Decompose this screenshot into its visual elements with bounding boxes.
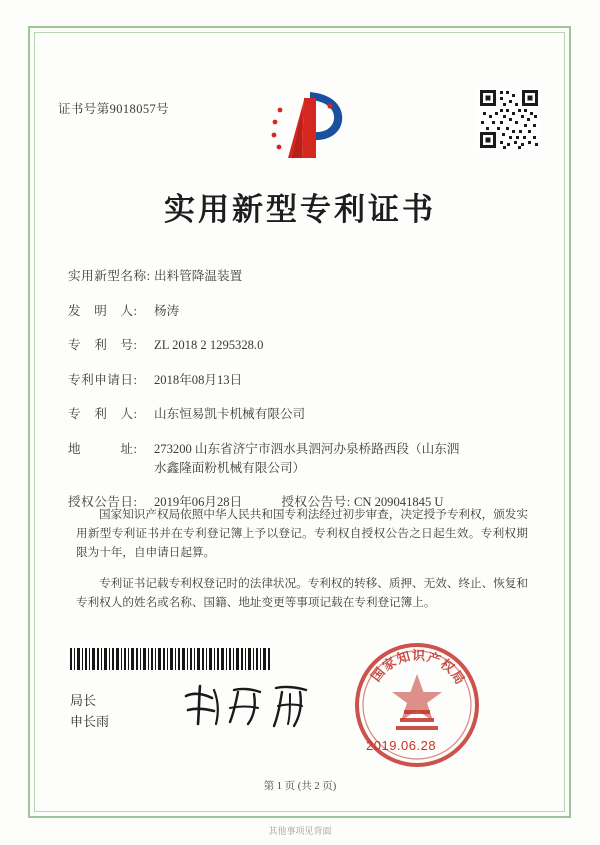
field-label-secondary: 授权公告号: bbox=[281, 495, 351, 509]
svg-text:知: 知 bbox=[395, 648, 412, 667]
svg-text:局: 局 bbox=[448, 667, 468, 687]
seal-date: 2019.06.28 bbox=[366, 738, 437, 753]
handwritten-signature bbox=[178, 680, 318, 732]
field-value: 2018年08月13日 bbox=[154, 372, 243, 387]
field-value: 2019年06月28日 bbox=[154, 495, 243, 509]
director-role-label: 局长 bbox=[70, 693, 97, 708]
director-name-label: 申长雨 bbox=[70, 714, 110, 729]
field-row bbox=[68, 406, 538, 422]
legal-text bbox=[76, 505, 528, 624]
field-value-secondary: CN 209041845 U bbox=[353, 495, 444, 509]
corner-ornament-top-left bbox=[28, 26, 54, 52]
corner-ornament-top-right bbox=[545, 26, 571, 52]
field-row bbox=[68, 268, 538, 284]
svg-text:权: 权 bbox=[437, 656, 458, 676]
field-value: ZL 2018 2 1295328.0 bbox=[154, 338, 264, 352]
field-value: 杨涛 bbox=[154, 303, 180, 318]
certificate-number: 证书号第9018057号 bbox=[58, 102, 170, 116]
field-label: 地 址: bbox=[68, 441, 138, 456]
svg-text:识: 识 bbox=[411, 647, 426, 664]
field-value-line2: 水鑫隆面粉机械有限公司） bbox=[154, 460, 306, 475]
field-label: 专 利 号: bbox=[68, 338, 138, 352]
barcode bbox=[70, 648, 270, 670]
signature-labels bbox=[70, 690, 109, 732]
paragraph-grant: 国家知识产权局依照中华人民共和国专利法经过初步审查，决定授予专利权，颁发实用新型专利证书并在专利登记簿上予以登记。专利权自授权公告之日起生效。专利权期限为十年，自申请日起算。 bbox=[76, 508, 528, 559]
field-value: 山东恒易凯卡机械有限公司 bbox=[154, 407, 306, 421]
paragraph-registry: 专利证书记载专利权登记时的法律状况。专利权的转移、质押、无效、终止、恢复和专利权人的姓名或名称、国籍、地址变更等事项记载在专利登记簿上。 bbox=[76, 577, 528, 609]
cnipa-logo-icon bbox=[258, 88, 350, 164]
svg-text:产: 产 bbox=[425, 649, 443, 668]
svg-text:家: 家 bbox=[379, 654, 399, 674]
corner-ornament-bottom-right bbox=[545, 792, 571, 818]
field-label: 授权公告日: bbox=[68, 495, 138, 509]
field-label: 实用新型名称: bbox=[68, 269, 151, 283]
field-label: 专 利 人: bbox=[68, 407, 138, 421]
field-list bbox=[68, 268, 538, 529]
field-label: 专利申请日: bbox=[68, 372, 138, 387]
qr-code bbox=[478, 88, 540, 150]
page-number: 第 1 页 (共 2 页) bbox=[263, 781, 337, 792]
corner-ornament-bottom-left bbox=[28, 792, 54, 818]
field-row bbox=[68, 337, 538, 353]
field-value: 出料管降温装置 bbox=[154, 269, 243, 283]
field-row-address bbox=[68, 441, 538, 476]
footer-note: 其他事项见背面 bbox=[268, 826, 332, 836]
field-value: 273200 山东省济宁市泗水具泗河办泉桥路西段（山东泗 bbox=[154, 441, 460, 456]
page-title: 实用新型专利证书 bbox=[164, 192, 436, 227]
svg-text:国: 国 bbox=[368, 664, 388, 685]
field-row bbox=[68, 372, 538, 388]
field-row bbox=[68, 303, 538, 319]
field-label: 发 明 人: bbox=[68, 303, 138, 318]
